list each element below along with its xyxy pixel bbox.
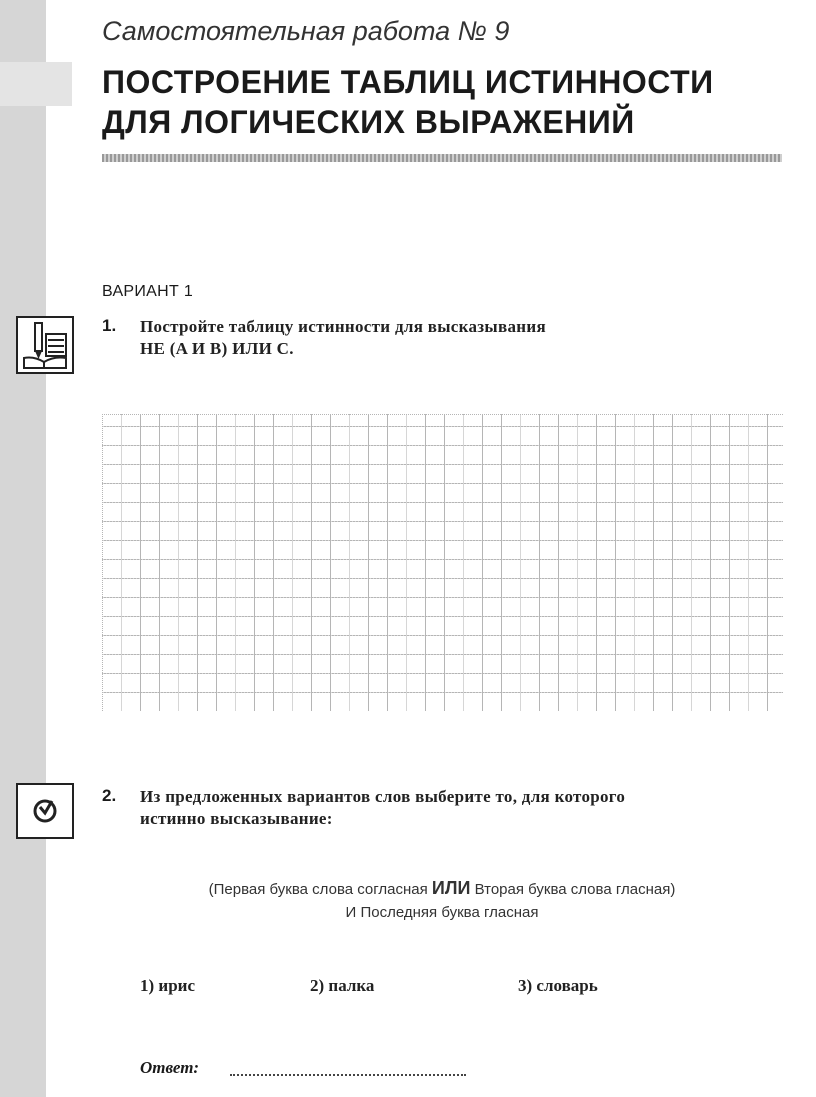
task2-line-1: Из предложенных вариантов слов выберите то, для которого	[140, 787, 626, 806]
task1-line-1: Постройте таблицу истинности для высказывания	[140, 317, 546, 336]
option-2[interactable]: 2) палка	[310, 976, 375, 995]
title-divider	[102, 154, 782, 162]
option-1[interactable]: 1) ирис	[140, 976, 196, 995]
title-line-2: ДЛЯ ЛОГИЧЕСКИХ ВЫРАЖЕНИЙ	[102, 104, 635, 140]
task1-text	[140, 316, 546, 360]
task2-text	[140, 786, 625, 830]
task2-line-2: истинно высказывание:	[140, 809, 333, 828]
side-strip	[0, 0, 46, 1097]
condition-line-2: И Последняя буква гласная	[345, 904, 539, 921]
side-tab	[0, 62, 72, 106]
condition-part-2: Вторая буква слова гласная)	[470, 881, 676, 898]
condition-part-1: (Первая буква слова согласная	[208, 881, 432, 898]
work-subtitle: Самостоятельная работа № 9	[102, 16, 510, 46]
answer-label: Ответ:	[140, 1058, 200, 1077]
option-3[interactable]: 3) словарь	[518, 976, 598, 995]
task1-number: 1.	[102, 316, 117, 335]
task2-number: 2.	[102, 786, 117, 805]
pencil-book-icon	[16, 316, 74, 374]
title-line-1: ПОСТРОЕНИЕ ТАБЛИЦ ИСТИННОСТИ	[102, 64, 714, 100]
condition-line-1	[102, 878, 782, 899]
page-title	[102, 62, 714, 142]
task1-expression: НЕ (A И B) ИЛИ C.	[140, 339, 294, 358]
condition-operator-or: ИЛИ	[431, 878, 471, 898]
answer-grid[interactable]	[102, 414, 783, 711]
variant-label: ВАРИАНТ 1	[102, 283, 194, 300]
check-circle-icon	[16, 783, 74, 839]
answer-line[interactable]	[230, 1074, 466, 1076]
